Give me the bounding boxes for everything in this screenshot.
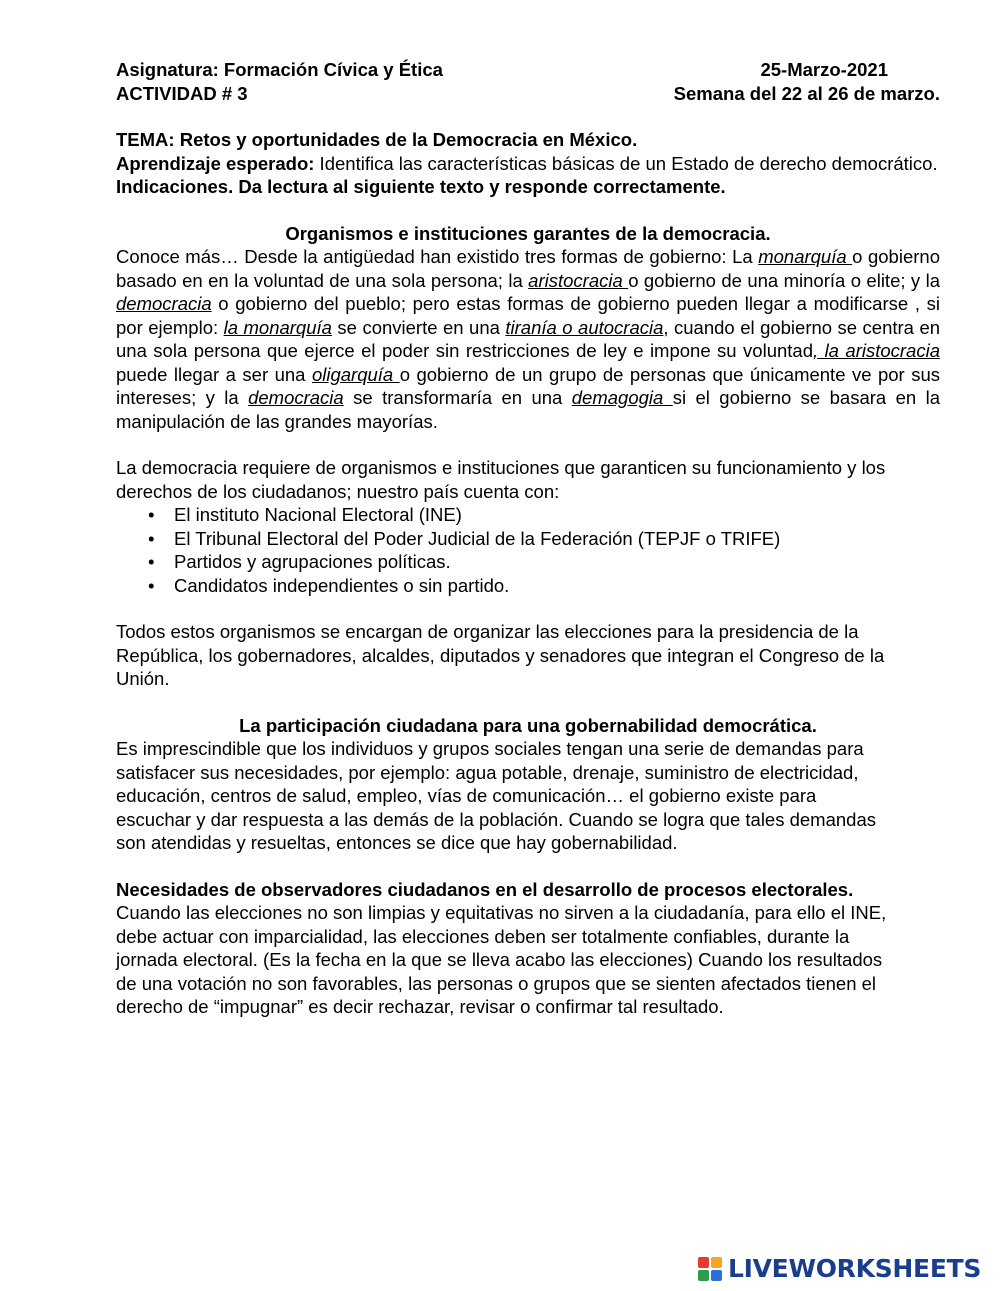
liveworksheets-logo [698, 1254, 981, 1284]
text-line: Cuando las elecciones no son limpias y equitativas no sirven a la ciudadanía, para ello el INE, [116, 902, 887, 923]
text-line: de una votación no son favorables, las personas o grupos que se sienten afectados tienen el [116, 972, 877, 994]
text-run: o gobierno de un grupo de personas que únicamente ve por sus intereses; y la [116, 363, 940, 408]
text-line: satisfacer sus necesidades, por ejemplo: agua potable, drenaje, suministro de electricidad, [116, 761, 859, 783]
subject-label: Asignatura: Formación Cívica y Ética [116, 59, 443, 80]
term-democracia-2: democracia [248, 387, 344, 408]
text-line: debe actuar con imparcialidad, las elecciones deben ser totalmente confiables, durante la [116, 925, 850, 947]
text-line: derecho de “impugnar” es decir rechazar, revisar o confirmar tal resultado. [116, 996, 724, 1017]
text-run: se transformaría en una [343, 387, 572, 408]
text-run: Conoce más… Desde la antigüedad han existido tres formas de gobierno: La [116, 246, 759, 267]
term-monarquia: monarquía [758, 246, 853, 267]
liveworksheets-logo-icon [698, 1257, 722, 1281]
text-run: se convierte en una [331, 316, 506, 338]
text-line: Es imprescindible que los individuos y grupos sociales tengan una serie de demandas para [116, 738, 864, 759]
section1-paragraph2: La democracia requiere de organismos e instituciones que garanticen su funcionamiento y los derechos de los ciudadanos; nuestro país cuenta con: [116, 457, 886, 502]
section1-paragraph3: Todos estos organismos se encargan de organizar las elecciones para la presidencia de la República, los gobernadores, alcaldes, diputados y senadores que integran el Congreso de la Unión. [116, 621, 885, 689]
section2-title: La participación ciudadana para una gobernabilidad democrática. [239, 714, 817, 736]
section1-paragraph1 [116, 245, 940, 433]
term-democracia: democracia [116, 293, 212, 314]
text-run: o gobierno del pueblo; pero estas formas de gobierno pueden llegar a modificarse , si por ejemplo: [116, 293, 940, 338]
term-demagogia: demagogia [571, 387, 673, 408]
term-oligarquia: oligarquía [311, 363, 400, 385]
text-line: jornada electoral. (Es la fecha en la que se lleva acabo las elecciones) Cuando los resultados [116, 949, 883, 970]
week-label: Semana del 22 al 26 de marzo. [673, 82, 940, 104]
text-run: puede llegar a ser una [116, 363, 312, 385]
section3-title: Necesidades de observadores ciudadanos en el desarrollo de procesos electorales. [116, 878, 854, 900]
term-la-monarquia: la monarquía [223, 316, 332, 338]
header-row-1 [116, 58, 940, 82]
aprendizaje-text: Identifica las características básicas de un Estado de derecho democrático. [314, 152, 938, 174]
aprendizaje-label: Aprendizaje esperado: [116, 152, 315, 174]
list-item: • Partidos y agrupaciones políticas. [174, 550, 940, 574]
section3-paragraph [116, 901, 940, 1019]
indicaciones-text: Indicaciones. Da lectura al siguiente texto y responde correctamente. [116, 176, 726, 197]
text-line: escuchar y dar respuesta a las demás de la población. Cuando se logra que tales demandas [116, 808, 876, 830]
aprendizaje-paragraph [116, 152, 940, 176]
institutions-list [116, 503, 940, 597]
activity-label: ACTIVIDAD # 3 [116, 82, 248, 104]
header-row-2 [116, 82, 940, 106]
term-la-aristocracia: , la aristocracia [812, 340, 940, 361]
list-item: • Candidatos independientes o sin partido. [174, 574, 940, 598]
term-aristocracia: aristocracia [528, 269, 629, 291]
text-run: si el gobierno se basara en la manipulación de las grandes mayorías. [116, 387, 940, 432]
liveworksheets-logo-text: LIVEWORKSHEETS [728, 1254, 982, 1284]
text-line: educación, centros de salud, empleo, vías de comunicación… el gobierno existe para [116, 785, 817, 806]
list-item: • El Tribunal Electoral del Poder Judicial de la Federación (TEPJF o TRIFE) [174, 527, 940, 551]
tema-heading: TEMA: Retos y oportunidades de la Democracia en México. [116, 129, 638, 150]
text-run: o gobierno basado en en la voluntad de una sola persona; la [116, 246, 940, 291]
list-item: • El instituto Nacional Electoral (INE) [174, 503, 940, 527]
section1-title: Organismos e instituciones garantes de la democracia. [285, 222, 771, 244]
term-tirania: tiranía o autocracia [505, 316, 664, 338]
date-label: 25-Marzo-2021 [760, 59, 888, 80]
text-line: son atendidas y resueltas, entonces se dice que hay gobernabilidad. [116, 832, 678, 853]
text-run: o gobierno de una minoría o elite; y la [628, 269, 940, 291]
worksheet-page [116, 58, 940, 1019]
section2-paragraph [116, 737, 940, 855]
text-run: , cuando el gobierno se centra en una sola persona que ejerce el poder sin restricciones de ley e impone su voluntad [116, 316, 941, 361]
